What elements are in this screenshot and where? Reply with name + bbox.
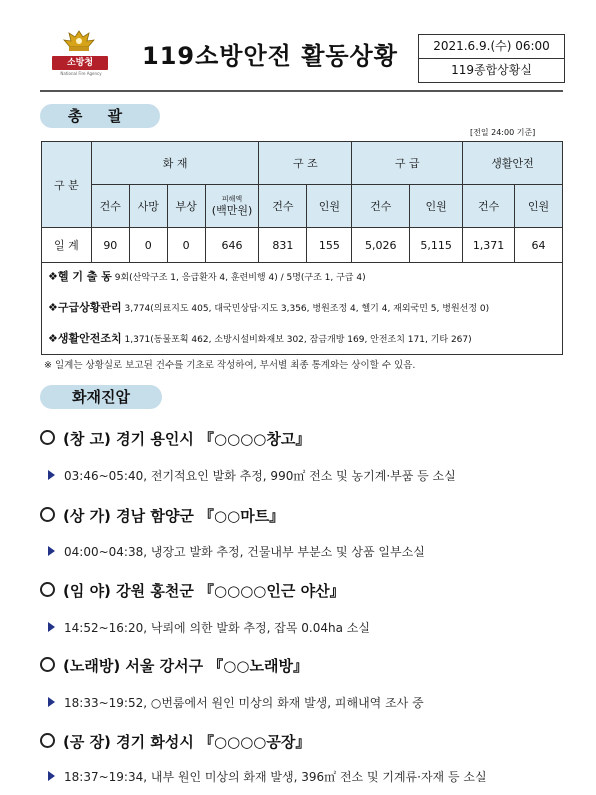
fire-item-title: (임 야) 강원 홍천군 『○○○○인근 야산』 — [40, 580, 345, 601]
note-ems-management — [48, 299, 489, 315]
subheader-cell — [205, 185, 259, 228]
subheader-cell: 건수 — [463, 185, 515, 228]
triangle-bullet-icon — [48, 697, 55, 707]
subheader-cell: 인원 — [410, 185, 463, 228]
summary-section-title: 총 괄 — [40, 104, 160, 128]
subheader-damage-unit: (백만원) — [211, 204, 253, 217]
note-text: 9회(산악구조 1, 응급환자 4, 훈련비행 4) / 5명(구조 1, 구급 4) — [114, 273, 366, 283]
subheader-cell: 사망 — [129, 185, 167, 228]
subheader-cell: 인원 — [307, 185, 352, 228]
note-label: ❖구급상황관리 — [48, 301, 122, 314]
fire-item-title: (노래방) 서울 강서구 『○○노래방』 — [40, 655, 308, 676]
page-title: 119소방안전 활동상황 — [142, 42, 398, 70]
value-cell: 1,371 — [463, 228, 515, 263]
circle-bullet-icon — [40, 582, 55, 597]
fire-item-detail: 18:33~19:52, ○번룸에서 원인 미상의 화재 발생, 피해내역 조사 중 — [48, 694, 424, 711]
summary-notes — [41, 260, 563, 355]
note-life-safety — [48, 330, 472, 346]
group-fire: 화 재 — [91, 142, 259, 185]
triangle-bullet-icon — [48, 546, 55, 556]
logo-subtext: National Fire Agency — [60, 71, 102, 76]
report-date: 2021.6.9.(수) 06:00 — [419, 35, 564, 59]
title-divider — [40, 90, 563, 92]
table-header-row — [42, 142, 563, 185]
group-ems: 구 급 — [352, 142, 463, 185]
note-label: ❖헬 기 출 동 — [48, 270, 112, 283]
value-cell: 64 — [515, 228, 563, 263]
value-cell: 5,026 — [352, 228, 410, 263]
subheader-cell: 건수 — [352, 185, 410, 228]
circle-bullet-icon — [40, 430, 55, 445]
fire-section-title: 화재진압 — [40, 385, 162, 409]
value-cell: 155 — [307, 228, 352, 263]
fire-agency-emblem-icon — [62, 30, 96, 54]
subheader-cell: 건수 — [91, 185, 129, 228]
fire-item-detail: 03:46~05:40, 전기적요인 발화 추정, 990㎡ 전소 및 농기계·부품 등 소실 — [48, 467, 456, 484]
note-text: 1,371(동물포획 462, 소방시설비화재보 302, 잠금개방 169, 안전조치 171, 기타 267) — [124, 335, 472, 345]
col-group-label: 구 분 — [42, 142, 92, 228]
circle-bullet-icon — [40, 733, 55, 748]
value-cell: 5,115 — [410, 228, 463, 263]
table-subheader-row — [42, 185, 563, 228]
value-cell: 90 — [91, 228, 129, 263]
summary-table — [41, 141, 563, 263]
fire-item-title: (공 장) 경기 화성시 『○○○○공장』 — [40, 731, 310, 752]
fire-item-detail: 14:52~16:20, 낙뢰에 의한 발화 추정, 잡목 0.04ha 소실 — [48, 619, 370, 636]
subheader-damage: 피해액 — [221, 195, 243, 203]
fire-item-title: (상 가) 경남 함양군 『○○마트』 — [40, 505, 284, 526]
basis-time: [전일 24:00 기준] — [470, 128, 536, 137]
logo-text: 소방청 — [52, 56, 108, 70]
value-cell: 646 — [205, 228, 259, 263]
fire-item-detail: 18:37~19:34, 내부 원인 미상의 화재 발생, 396㎡ 전소 및 기계류·자재 등 소실 — [48, 768, 487, 785]
group-life-safety: 생활안전 — [463, 142, 563, 185]
value-cell: 0 — [129, 228, 167, 263]
fire-item-detail: 04:00~04:38, 냉장고 발화 추정, 건물내부 부분소 및 상품 일부소실 — [48, 543, 425, 560]
table-row — [42, 228, 563, 263]
row-label: 일 계 — [42, 228, 92, 263]
circle-bullet-icon — [40, 507, 55, 522]
value-cell: 831 — [259, 228, 307, 263]
circle-bullet-icon — [40, 657, 55, 672]
value-cell: 0 — [167, 228, 205, 263]
subheader-cell: 건수 — [259, 185, 307, 228]
note-helicopter — [48, 268, 366, 284]
footnote: ※ 일계는 상황실로 보고된 건수를 기초로 작성하여, 부서별 최종 통계와는 상이할 수 있음. — [44, 360, 416, 371]
subheader-cell: 부상 — [167, 185, 205, 228]
note-label: ❖생활안전조치 — [48, 332, 122, 345]
triangle-bullet-icon — [48, 622, 55, 632]
subheader-cell: 인원 — [515, 185, 563, 228]
fire-item-title: (창 고) 경기 용인시 『○○○○창고』 — [40, 428, 310, 449]
group-rescue: 구 조 — [259, 142, 352, 185]
agency-logo — [40, 28, 120, 78]
note-text: 3,774(의료지도 405, 대국민상담·지도 3,356, 병원조정 4, 헬기 4, 재외국민 5, 병원선정 0) — [124, 304, 490, 314]
triangle-bullet-icon — [48, 771, 55, 781]
report-datebox — [418, 34, 565, 83]
triangle-bullet-icon — [48, 470, 55, 480]
report-office: 119종합상황실 — [451, 63, 532, 77]
